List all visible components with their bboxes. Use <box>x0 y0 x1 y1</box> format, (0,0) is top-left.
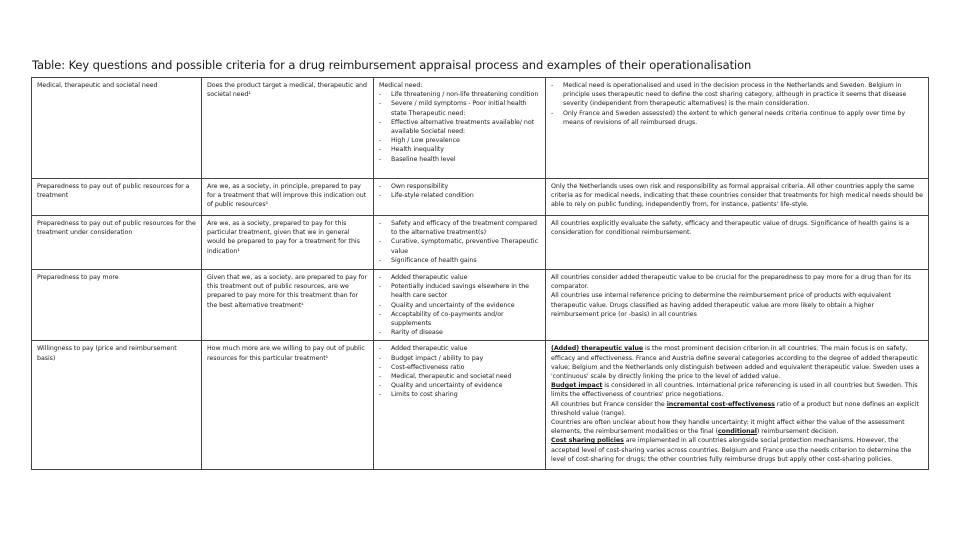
paragraph-text: is the most prominent decision criterion in all countries. The main focus is on safety, efficacy and effectiveness. France and Austria define several categories according to the degree of added therapeutic value; Belgium and the Netherlands only distinguish between added and equivalent therapeutic value. Sweden uses a 'continuous' scale by directly linking the price to the level of added value. <box>551 345 920 381</box>
criteria-item: - Quality and uncertainty of the evidence <box>379 301 540 310</box>
key-question-cell: How much more are we willing to pay out of public resources for this particular treatment¹ <box>202 341 374 470</box>
table-title: Table: Key questions and possible criteria for a drug reimbursement appraisal process and examples of their operationalisation <box>32 58 752 72</box>
highlight-term: Budget impact <box>551 382 603 390</box>
criteria-item: - Potentially induced savings elsewhere in the health care sector <box>379 282 540 300</box>
table-row <box>32 341 929 470</box>
criteria-item: - Added therapeutic value <box>379 273 540 282</box>
criteria-item: - Limits to cost sharing <box>379 390 540 399</box>
operationalisation-paragraph <box>551 418 923 436</box>
operationalisation-paragraph <box>551 400 923 418</box>
key-question-cell: Given that we, as a society, are prepared to pay for this treatment out of public resources, are we prepared to pay more for this treatment than for the best alternative treatment¹ <box>202 270 374 341</box>
operationalisation-cell <box>546 78 929 179</box>
criteria-item: - Life threatening / non-life threatening condition <box>379 90 540 99</box>
operationalisation-list <box>551 81 923 127</box>
criteria-item: - Health inequality <box>379 145 540 154</box>
possible-criteria-cell <box>374 341 546 470</box>
criteria-item: - Cost-effectiveness ratio <box>379 363 540 372</box>
criteria-item: - Life-style related condition <box>379 191 540 200</box>
criteria-heading: Medical need: <box>379 82 423 89</box>
highlight-term: Cost sharing policies <box>551 437 624 445</box>
table-row <box>32 179 929 216</box>
key-criterion-cell: Willingness to pay (price and reimbursement basis) <box>32 341 202 470</box>
table-row <box>32 216 929 270</box>
paragraph-text: ) reimbursement decision. <box>756 428 839 436</box>
criteria-item: - Own responsibility <box>379 182 540 191</box>
paragraph-text: are implemented in all countries alongside social protection mechanisms. However, the accepted level of cost-sharing varies across countries. Belgium and France use the needs criterion to determine the level of cost-sharing for drugs; the other countries fully reimburse drugs but apply other cost-sharing policies. <box>551 437 912 463</box>
table-row <box>32 270 929 341</box>
operationalisation-item: - Only France and Sweden assess(ed) the extent to which general needs criteria continue to apply over time by means of revisions of all reimbursed drugs. <box>551 109 923 127</box>
criteria-item: - Baseline health level <box>379 155 540 164</box>
criteria-item: - Acceptability of co-payments and/or supplements <box>379 310 540 328</box>
key-criterion-cell: Preparedness to pay out of public resources for a treatment <box>32 179 202 216</box>
possible-criteria-cell <box>374 216 546 270</box>
key-criterion-cell: Medical, therapeutic and societal need <box>32 78 202 179</box>
key-question-cell: Are we, as a society, prepared to pay for this particular treatment, given that we in general would be prepared to pay for a treatment for this indication¹ <box>202 216 374 270</box>
criteria-list <box>379 273 540 337</box>
criteria-item: - High / Low prevalence <box>379 136 540 145</box>
criteria-item: - Significance of health gains <box>379 256 540 265</box>
criteria-item: - Added therapeutic value <box>379 344 540 353</box>
operationalisation-paragraph <box>551 381 923 399</box>
criteria-item: - Curative, symptomatic, preventive Therapeutic value <box>379 237 540 255</box>
key-question-cell: Does the product target a medical, therapeutic and societal need¹ <box>202 78 374 179</box>
criteria-list <box>379 344 540 399</box>
criteria-item: - Medical, therapeutic and societal need <box>379 372 540 381</box>
paragraph-text: Countries are often unclear about how they handle uncertainty: it might affect either the value of the assessment elements, the reimbursement modalities or the final ( <box>551 419 905 436</box>
operationalisation-item: - Medical need is operationalised and used in the decision process in the Netherlands and Sweden. Belgium in principle uses therapeutic need to define the cost sharing category, although in practice it seems that disease severity (independent from therapeutic alternatives) is the main consideration. <box>551 81 923 109</box>
operationalisation-cell <box>546 341 929 470</box>
key-question-cell: Are we, as a society, in principle, prepared to pay for a treatment that will improve this indication out of public resources¹ <box>202 179 374 216</box>
operationalisation-line: All countries consider added therapeutic value to be crucial for the preparedness to pay more for a drug than for its comparator. <box>551 274 912 291</box>
operationalisation-cell: Only the Netherlands uses own risk and responsibility as formal appraisal criteria. All other countries apply the same criteria as for medical needs, indicating that these countries consider that treatments for high medical needs should be able to rely on public funding, independently from, for instance, patients' life-style. <box>546 179 929 216</box>
highlight-term: (Added) therapeutic value <box>551 345 644 353</box>
criteria-item: - Rarity of disease <box>379 328 540 337</box>
operationalisation-cell <box>546 270 929 341</box>
criteria-item: - Effective alternative treatments available/ not available Societal need: <box>379 118 540 136</box>
possible-criteria-cell <box>374 179 546 216</box>
paragraph-text: ratio of a product but none defines an explicit threshold value (range). <box>551 400 919 417</box>
possible-criteria-cell <box>374 78 546 179</box>
operationalisation-line: All countries use internal reference pricing to determine the reimbursement price of products with equivalent therapeutic value. Drugs classified as having added therapeutic value are more likely to obtain a higher reimbursement price (or -basis) in all countries <box>551 292 891 318</box>
table-row <box>32 78 929 179</box>
key-criterion-cell: Preparedness to pay out of public resources for the treatment under consideration <box>32 216 202 270</box>
criteria-item: - Severe / mild symptoms - Poor initial health state Therapeutic need: <box>379 99 540 117</box>
criteria-item: - Quality and uncertainty of evidence <box>379 381 540 390</box>
paragraph-text: is considered in all countries. International price referencing is used in all countries but Sweden. This limits the effectiveness of countries' price negotiations. <box>551 382 918 399</box>
operationalisation-cell: All countries explicitly evaluate the safety, efficacy and therapeutic value of drugs. Significance of health gains is a consideration for conditional reimbursement. <box>546 216 929 270</box>
criteria-item: - Safety and efficacy of the treatment compared to the alternative treatment(s) <box>379 219 540 237</box>
possible-criteria-cell <box>374 270 546 341</box>
criteria-list <box>379 219 540 265</box>
key-criterion-cell: Preparedness to pay more <box>32 270 202 341</box>
criteria-list <box>379 182 540 200</box>
highlight-term: conditional <box>717 428 757 436</box>
operationalisation-paragraph <box>551 436 923 464</box>
criteria-list <box>379 90 540 164</box>
highlight-term: incremental cost-effectiveness <box>666 400 775 408</box>
paragraph-text: All countries but France consider the <box>551 400 667 408</box>
criteria-item: - Budget impact / ability to pay <box>379 354 540 363</box>
operationalisation-paragraph <box>551 344 923 381</box>
criteria-table <box>31 77 929 470</box>
